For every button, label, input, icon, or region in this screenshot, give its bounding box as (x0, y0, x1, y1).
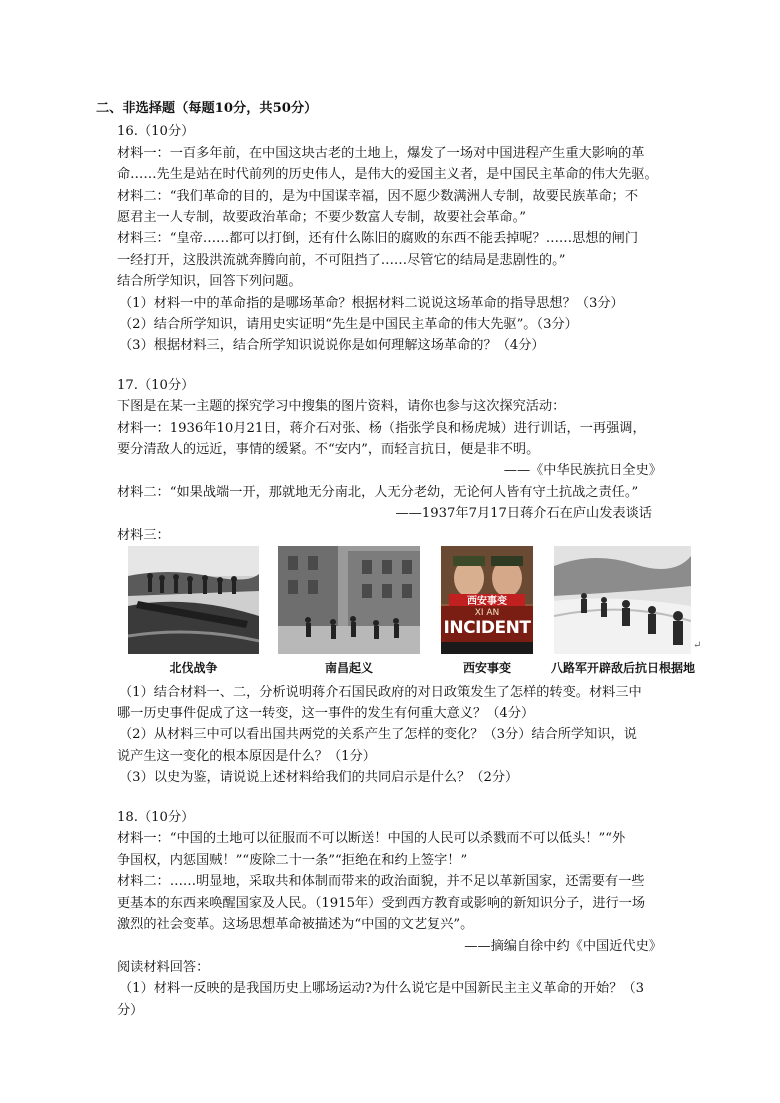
q18-line: 争国权，内惩国贼！”“废除二十一条”“拒绝在和约上签字！” (117, 853, 468, 868)
q16-line: 愿君主一人专制，故要政治革命；不要少数富人专制，故要社会革命。” (117, 210, 526, 225)
q18-line: 材料二：……明显地，采取共和体制而带来的政治面貌，并不足以革新国家，还需要有一些 (117, 874, 645, 889)
q16-line: 材料三：“皇帝……都可以打倒，还有什么陈旧的腐败的东西不能丢掉呢？……思想的闸门 (117, 231, 639, 246)
street-crowd-photo (278, 546, 420, 654)
q16-question: （1）材料一中的革命指的是哪场革命？根据材料二说说这场革命的指导思想？（3分） (119, 296, 624, 311)
q16-question: （2）结合所学知识，请用史实证明“先生是中国民主革命的伟大先驱”。（3分） (119, 317, 578, 332)
q18-source: ——摘编自徐中约《中国近代史》 (464, 939, 662, 954)
q17-question: （1）结合材料一、二，分析说明蒋介石国民政府的对日政策发生了怎样的转变。材料三中 (119, 685, 642, 700)
q16-line: 结合所学知识，回答下列问题。 (117, 274, 302, 289)
trench-soldiers-photo (128, 546, 259, 654)
q18-line: 更基本的东西来唤醒国家及人民。（1915年）受到西方教育或影响的新知识分子，进行一场 (117, 896, 646, 911)
section-heading: 二、非选择题（每题10分，共50分） (96, 101, 318, 116)
q17-header: 17.（10分） (117, 378, 195, 393)
photo-caption: 北伐战争 (169, 661, 218, 675)
q16-line: 材料一：一百多年前，在中国这块古老的土地上，爆发了一场对中国进程产生重大影响的革 (117, 146, 645, 161)
q17-question: 说产生这一变化的根本原因是什么？（1分） (117, 749, 376, 764)
q17-line: 材料一：1936年10月21日，蒋介石对张、杨（指张学良和杨虎城）进行训话，一再强调， (117, 421, 646, 436)
return-mark: ↵ (693, 640, 702, 651)
photo-caption: 八路军开辟敌后抗日根据地 (550, 661, 695, 675)
poster-en-line-2: INCIDENT (443, 618, 531, 638)
q16-question: （3）根据材料三，结合所学知识说说你是如何理解这场革命的？（4分） (119, 338, 545, 353)
q17-material-3: 材料三： (117, 528, 170, 543)
q17-source-2: ——1937年7月17日蒋介石在庐山发表谈话 (395, 506, 652, 521)
q17-source-1: ——《中华民族抗日全史》 (503, 463, 662, 478)
q16-line: 材料二：“我们革命的目的，是为中国谋幸福，因不愿少数满洲人专制，故要民族革命；不 (117, 189, 639, 204)
poster-en-line-1: XI AN (474, 608, 500, 618)
photo-caption: 南昌起义 (324, 661, 373, 675)
q18-header: 18.（10分） (117, 810, 195, 825)
q17-line: 要分清敌人的远近，事情的缓紧。不“安内”，而轻言抗日，便是非不明。 (117, 442, 540, 457)
q17-question: （2）从材料三中可以看出国共两党的关系产生了怎样的变化？（3分）结合所学知识，说 (119, 727, 637, 742)
q17-question: （3）以史为鉴，请说说上述材料给我们的共同启示是什么？（2分） (119, 770, 519, 785)
q17-material-2: 材料二：“如果战端一开，那就地无分南北，人无分老幼，无论何人皆有守土抗战之责任。” (117, 485, 639, 500)
q17-question: 哪一历史事件促成了这一转变，这一事件的发生有何重大意义？（4分） (117, 706, 535, 721)
q18-question: 分） (117, 1003, 144, 1018)
q18-line: 激烈的社会变革。这场思想革命被描述为“中国的文艺复兴”。 (117, 917, 474, 932)
photo-caption: 西安事变 (462, 661, 511, 675)
q18-question: （1）材料一反映的是我国历史上哪场运动?为什么说它是中国新民主主义革命的开始？（3 (119, 981, 644, 996)
q18-prompt: 阅读材料回答： (117, 960, 210, 975)
q17-line: 下图是在某一主题的探究学习中搜集的图片资料，请你也参与这次探究活动： (117, 399, 566, 414)
q18-line: 材料一：“中国的土地可以征服而不可以断送！中国的人民可以杀戮而不可以低头！”“外 (117, 831, 626, 846)
poster-title: 西安事变 (467, 596, 507, 607)
q16-line: 一经打开，这股洪流就奔腾向前，不可阻挡了……尽管它的结局是悲剧性的。” (117, 253, 566, 268)
snow-march-photo (554, 546, 691, 654)
q16-header: 16.（10分） (117, 124, 195, 139)
q16-line: 命……先生是站在时代前列的历史伟人，是伟大的爱国主义者，是中国民主革命的伟大先驱。 (117, 167, 658, 182)
